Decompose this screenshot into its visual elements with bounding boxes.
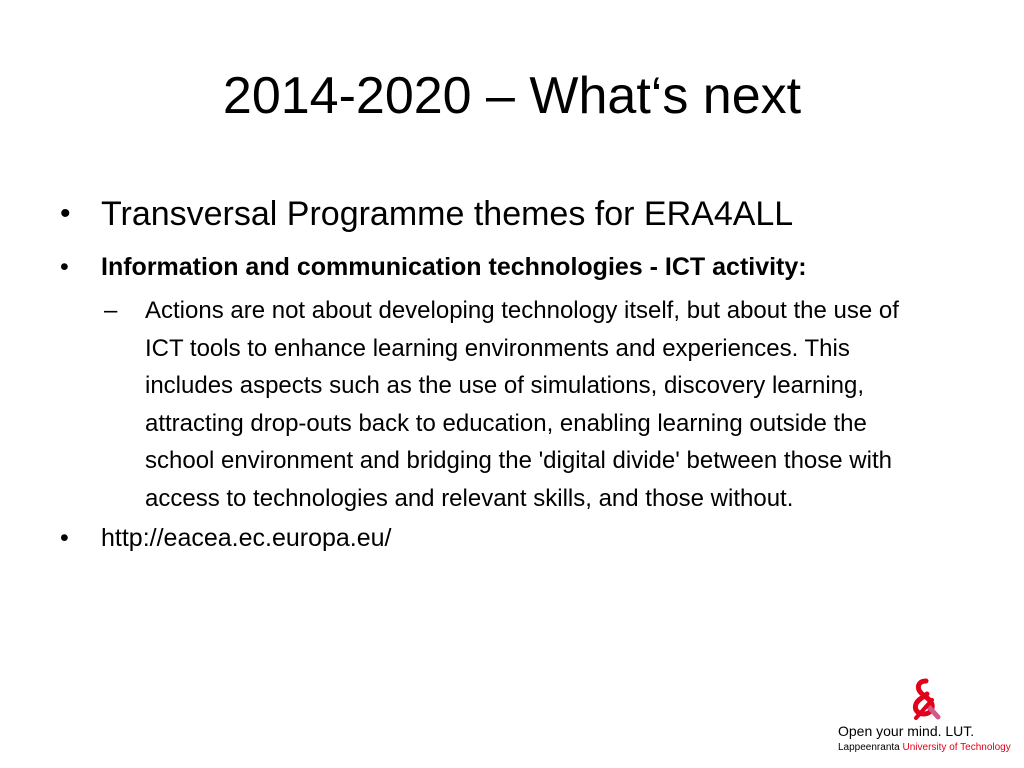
slide-title: 2014-2020 – What‘s next xyxy=(222,67,802,125)
bullet-item-era4all xyxy=(60,188,960,240)
bullet-text: Information and communication technologies - ICT activity: xyxy=(101,253,807,281)
sub-bullet-item-actions xyxy=(104,292,905,517)
bullet-marker: • xyxy=(60,524,69,552)
bullet-list xyxy=(60,188,960,555)
bullet-link[interactable]: http://eacea.ec.europa.eu/ xyxy=(101,524,392,552)
sub-bullet-text: Actions are not about developing technology itself, but about the use of ICT tools to enhance learning environments and experiences. This includes aspects such as the use of simulations, discovery learning, attracting drop-outs back to education, enabling learning outside the school environment and bridging the 'digital divide' between those with access to technologies and relevant skills, and those without. xyxy=(145,297,899,512)
sub-bullet-marker: – xyxy=(104,297,118,324)
logo-tagline: Open your mind. LUT. xyxy=(838,723,975,739)
logo-org-prefix: Lappeenranta xyxy=(838,742,903,753)
bullet-item-link xyxy=(60,521,960,555)
bullet-marker: • xyxy=(60,253,69,281)
bullet-marker: • xyxy=(60,197,71,230)
bullet-text: Transversal Programme themes for ERA4ALL xyxy=(101,195,794,233)
logo-organization xyxy=(838,741,1011,754)
lut-ampersand-icon xyxy=(904,678,944,720)
logo-org-accent: University of Technology xyxy=(902,742,1011,753)
lut-logo xyxy=(838,678,1020,758)
bullet-item-ict-activity xyxy=(60,250,960,284)
